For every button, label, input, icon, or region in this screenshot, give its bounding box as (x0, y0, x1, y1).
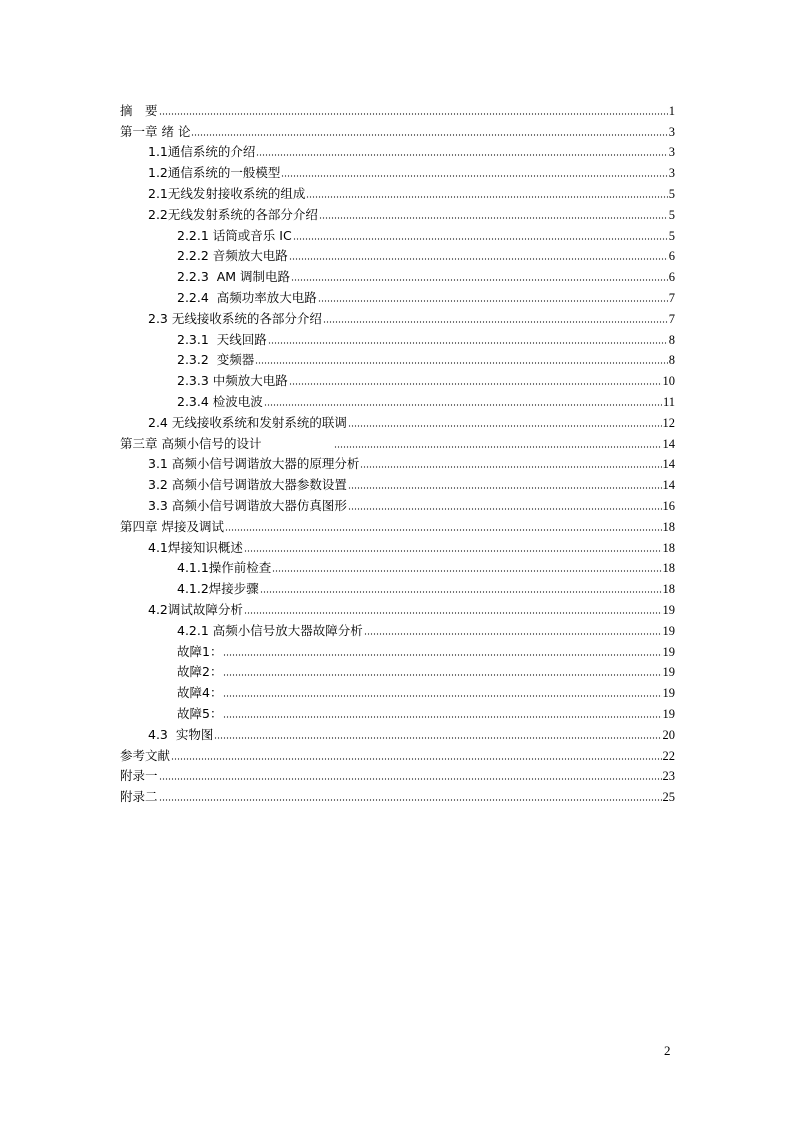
toc-entry[interactable] (120, 326, 675, 347)
toc-entry-page: 18 (662, 582, 675, 597)
toc-entry-page: 18 (662, 561, 675, 576)
toc-entry-page: 5 (668, 186, 675, 201)
toc-entry[interactable] (120, 222, 675, 243)
toc-entry[interactable] (120, 659, 675, 680)
toc-entry-title: 2.2.4 高频功率放大电路 (177, 289, 317, 305)
toc-entry[interactable] (120, 347, 675, 368)
toc-entry-title: 第三章 高频小信号的设计 (120, 435, 333, 451)
toc-entry[interactable] (120, 118, 675, 139)
toc-leader-dots (348, 487, 662, 489)
toc-leader-dots (334, 446, 662, 448)
toc-leader-dots (159, 799, 662, 801)
toc-leader-dots (225, 529, 662, 531)
toc-entry-title: 故障1： (177, 643, 223, 659)
toc-entry-title: 2.3.3 中频放大电路 (177, 373, 288, 389)
toc-entry-title: 2.3 无线接收系统的各部分介绍 (148, 310, 322, 326)
toc-entry-page: 12 (662, 415, 675, 430)
toc-entry[interactable] (120, 305, 675, 326)
toc-leader-dots (364, 633, 662, 635)
toc-entry-page: 6 (668, 270, 675, 285)
toc-entry-page: 25 (662, 790, 675, 805)
toc-entry[interactable] (120, 97, 675, 118)
toc-entry[interactable] (120, 409, 675, 430)
toc-leader-dots (255, 362, 667, 364)
toc-entry[interactable] (120, 430, 675, 451)
toc-entry[interactable] (120, 451, 675, 472)
toc-entry-title: 2.3.1 天线回路 (177, 331, 267, 347)
toc-entry[interactable] (120, 555, 675, 576)
toc-leader-dots (319, 217, 668, 219)
toc-entry-page: 18 (662, 519, 675, 534)
toc-entry-page: 19 (662, 706, 675, 721)
toc-leader-dots (323, 321, 668, 323)
toc-leader-dots (191, 134, 667, 136)
toc-entry-page: 10 (662, 374, 675, 389)
toc-leader-dots (264, 404, 662, 406)
toc-leader-dots (348, 425, 662, 427)
toc-leader-dots (318, 300, 668, 302)
toc-entry-title: 第一章 绪 论 (120, 123, 191, 139)
toc-entry[interactable] (120, 534, 675, 555)
toc-entry-page: 14 (662, 436, 675, 451)
toc-entry[interactable] (120, 263, 675, 284)
toc-entry-title: 故障2： (177, 664, 223, 680)
toc-entry-title: 2.2.3 AM 调制电路 (177, 269, 291, 285)
toc-entry-page: 7 (668, 311, 675, 326)
toc-entry-title: 2.3.4 检波电波 (177, 393, 263, 409)
toc-entry[interactable] (120, 139, 675, 160)
toc-entry-title: 4.1焊接知识概述 (148, 539, 243, 555)
toc-entry-title: 故障5： (177, 705, 223, 721)
toc-entry-title: 4.2调试故障分析 (148, 601, 243, 617)
toc-entry[interactable] (120, 513, 675, 534)
toc-entry-title: 3.3 高频小信号调谐放大器仿真图形 (148, 497, 347, 513)
toc-leader-dots (214, 737, 661, 739)
toc-entry-page: 19 (662, 686, 675, 701)
toc-entry-page: 3 (668, 166, 675, 181)
toc-entry-title: 4.2.1 高频小信号放大器故障分析 (177, 622, 363, 638)
toc-leader-dots (244, 550, 662, 552)
toc-entry-title: 附录一 (120, 768, 158, 784)
toc-entry-title: 2.2.1 话筒或音乐 IC (177, 227, 292, 243)
toc-entry[interactable] (120, 159, 675, 180)
toc-entry-title: 摘 要 (120, 102, 158, 118)
toc-entry-page: 14 (662, 457, 675, 472)
toc-entry[interactable] (120, 596, 675, 617)
toc-entry[interactable] (120, 679, 675, 700)
toc-entry-page: 18 (662, 540, 675, 555)
toc-entry-page: 8 (668, 332, 675, 347)
toc-entry[interactable] (120, 284, 675, 305)
toc-entry-page: 3 (668, 124, 675, 139)
toc-entry[interactable] (120, 575, 675, 596)
toc-entry[interactable] (120, 763, 675, 784)
toc-leader-dots (348, 508, 662, 510)
toc-entry-title: 3.1 高频小信号调谐放大器的原理分析 (148, 456, 360, 472)
toc-entry-page: 23 (662, 769, 675, 784)
toc-leader-dots (268, 342, 668, 344)
toc-leader-dots (291, 279, 668, 281)
toc-entry-title: 附录二 (120, 789, 158, 805)
toc-entry-page: 19 (662, 665, 675, 680)
toc-entry-page: 20 (662, 727, 675, 742)
toc-leader-dots (289, 383, 662, 385)
toc-entry-title: 2.2无线发射系统的各部分介绍 (148, 206, 318, 222)
toc-entry[interactable] (120, 783, 675, 804)
toc-leader-dots (360, 466, 661, 468)
toc-entry-page: 19 (662, 602, 675, 617)
toc-entry-page: 5 (668, 207, 675, 222)
toc-leader-dots (159, 778, 662, 780)
toc-entry-page: 7 (668, 290, 675, 305)
toc-entry-title: 2.2.2 音频放大电路 (177, 248, 288, 264)
toc-entry-page: 16 (662, 498, 675, 513)
toc-leader-dots (281, 175, 667, 177)
toc-leader-dots (306, 196, 667, 198)
toc-entry[interactable] (120, 721, 675, 742)
toc-entry[interactable] (120, 201, 675, 222)
toc-entry-title: 4.3 实物图 (148, 726, 214, 742)
toc-entry-page: 19 (662, 623, 675, 638)
toc-entry-title: 3.2 高频小信号调谐放大器参数设置 (148, 477, 347, 493)
toc-leader-dots (244, 612, 662, 614)
toc-entry-page: 6 (668, 249, 675, 264)
toc-leader-dots (223, 654, 661, 656)
toc-entry-page: 5 (668, 228, 675, 243)
toc-entry[interactable] (120, 243, 675, 264)
toc-leader-dots (159, 113, 668, 115)
toc-leader-dots (289, 258, 668, 260)
toc-entry-title: 2.4 无线接收系统和发射系统的联调 (148, 414, 347, 430)
toc-leader-dots (256, 154, 667, 156)
toc-entry[interactable] (120, 471, 675, 492)
toc-entry-title: 第四章 焊接及调试 (120, 518, 224, 534)
toc-entry-title: 2.1无线发射接收系统的组成 (148, 185, 306, 201)
toc-entry-title: 故障4： (177, 685, 223, 701)
table-of-contents (120, 97, 675, 804)
toc-leader-dots (171, 758, 661, 760)
toc-entry-title: 参考文献 (120, 747, 171, 763)
toc-entry-title: 4.1.1操作前检查 (177, 560, 272, 576)
toc-entry[interactable] (120, 388, 675, 409)
toc-entry-page: 22 (662, 748, 675, 763)
toc-entry[interactable] (120, 492, 675, 513)
toc-entry-page: 11 (662, 394, 675, 409)
toc-entry-page: 19 (662, 644, 675, 659)
toc-leader-dots (223, 695, 661, 697)
toc-leader-dots (223, 716, 661, 718)
toc-entry[interactable] (120, 700, 675, 721)
toc-entry[interactable] (120, 742, 675, 763)
toc-leader-dots (272, 570, 661, 572)
toc-entry-title: 1.2通信系统的一般模型 (148, 165, 281, 181)
toc-leader-dots (223, 674, 661, 676)
page-number: 2 (664, 1043, 671, 1058)
toc-leader-dots (260, 591, 662, 593)
toc-entry-page: 14 (662, 478, 675, 493)
toc-entry[interactable] (120, 617, 675, 638)
toc-entry-page: 1 (668, 103, 675, 118)
toc-entry[interactable] (120, 367, 675, 388)
toc-leader-dots (293, 238, 668, 240)
toc-entry[interactable] (120, 180, 675, 201)
toc-entry-title: 4.1.2焊接步骤 (177, 581, 259, 597)
toc-entry-title: 1.1通信系统的介绍 (148, 144, 256, 160)
toc-entry-page: 3 (668, 145, 675, 160)
toc-entry[interactable] (120, 638, 675, 659)
toc-entry-page: 8 (668, 353, 675, 368)
toc-entry-title: 2.3.2 变频器 (177, 352, 255, 368)
